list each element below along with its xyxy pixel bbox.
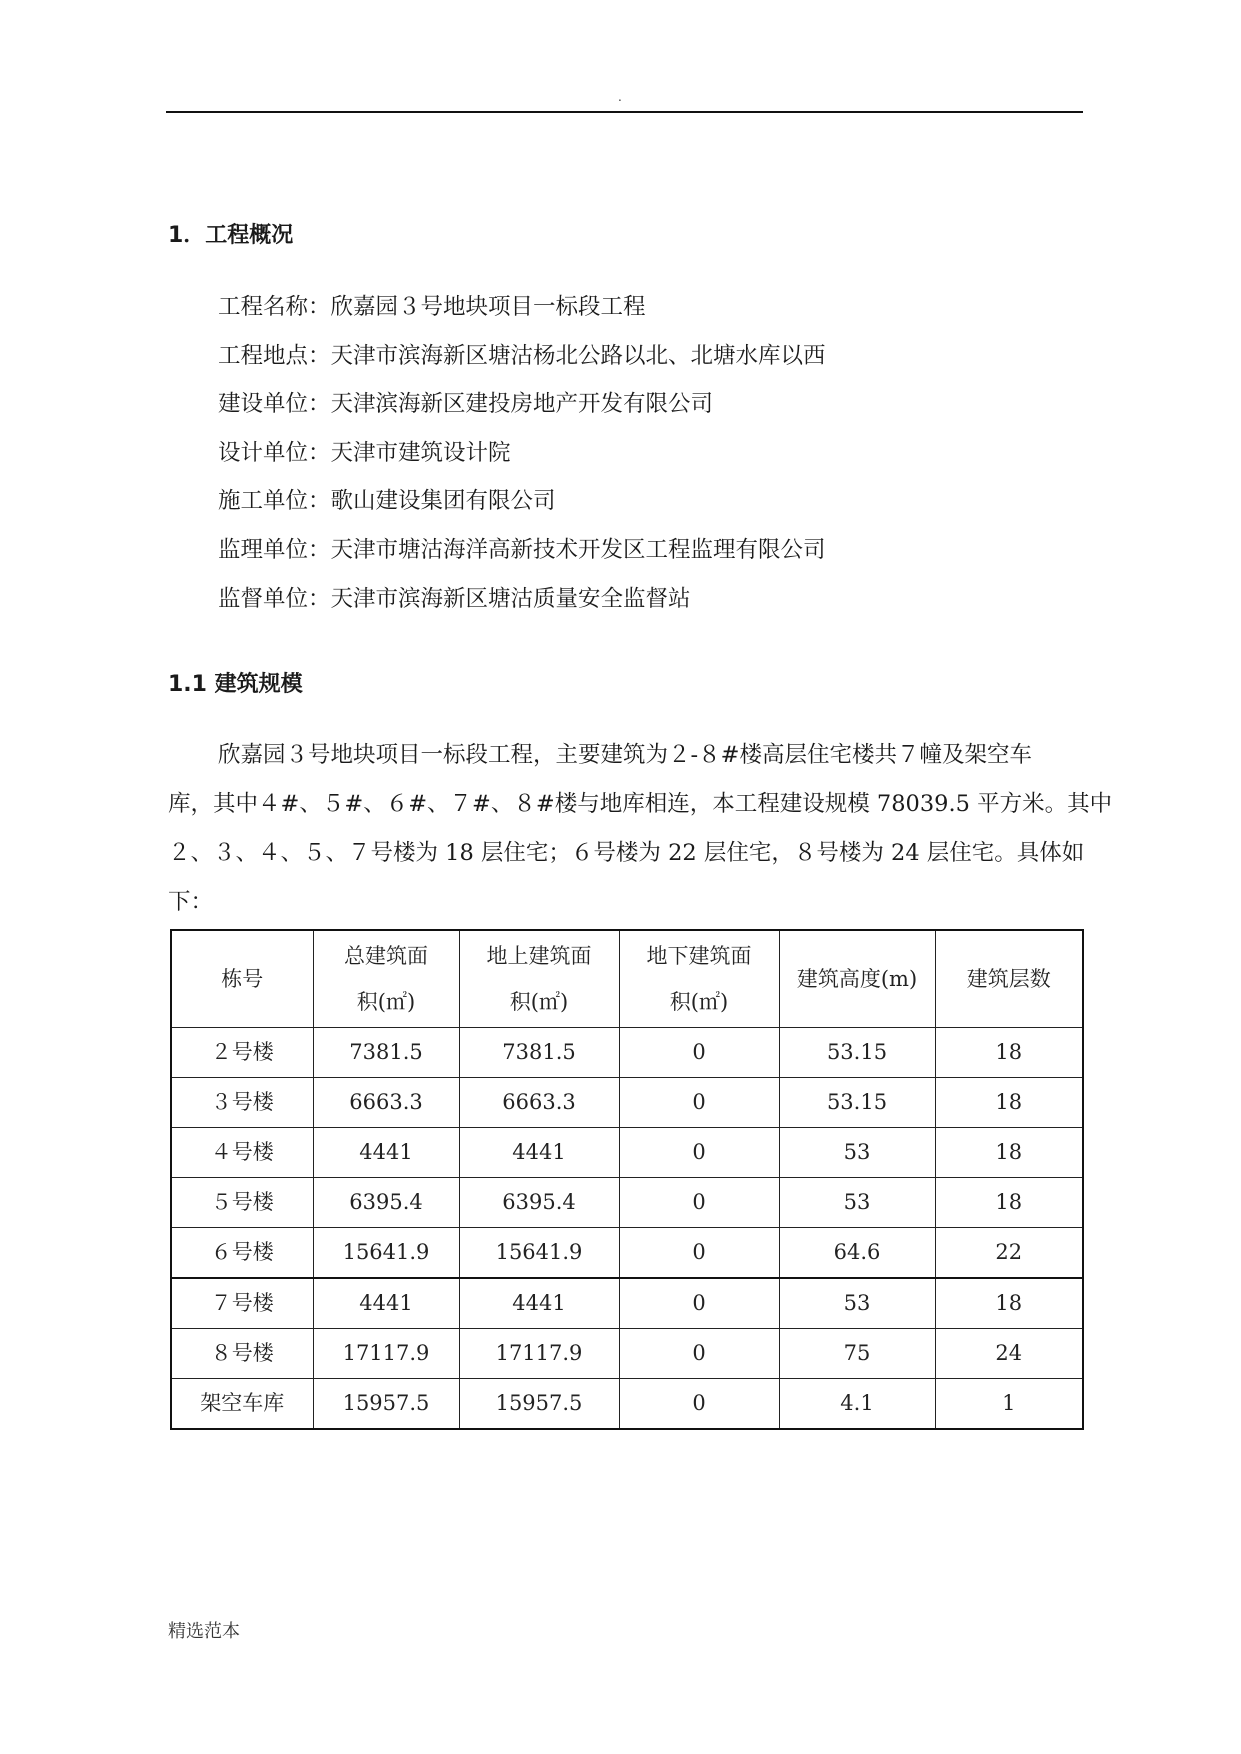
cell-under-area: 0 bbox=[619, 1278, 779, 1329]
cell-height: 64.6 bbox=[779, 1228, 935, 1279]
scale-paragraph bbox=[168, 731, 1113, 927]
paragraph-line: 欣嘉园３号地块项目一标段工程，主要建筑为２-８#楼高层住宅楼共７幢及架空车 bbox=[218, 742, 1032, 768]
cell-building: 架空车库 bbox=[171, 1379, 313, 1430]
cell-total-area: 6663.3 bbox=[313, 1078, 459, 1128]
cell-building: ７号楼 bbox=[171, 1278, 313, 1329]
cell-building: ３号楼 bbox=[171, 1078, 313, 1128]
cell-building: ５号楼 bbox=[171, 1178, 313, 1228]
cell-above-area: 6663.3 bbox=[459, 1078, 619, 1128]
cell-total-area: 4441 bbox=[313, 1278, 459, 1329]
paragraph-line: 库，其中４#、５#、６#、７#、８#楼与地库相连，本工程建设规模 78039.5 平方米。其中 bbox=[168, 791, 1113, 817]
cell-total-area: 15641.9 bbox=[313, 1228, 459, 1279]
cell-floors: 22 bbox=[935, 1228, 1083, 1279]
cell-floors: 24 bbox=[935, 1329, 1083, 1379]
cell-total-area: 7381.5 bbox=[313, 1028, 459, 1078]
cell-total-area: 15957.5 bbox=[313, 1379, 459, 1430]
cell-under-area: 0 bbox=[619, 1228, 779, 1279]
section-title-scale: 1.1 建筑规模 bbox=[168, 672, 303, 697]
header-height: 建筑高度(m) bbox=[779, 930, 935, 1028]
header-underground-area: 地下建筑面 积(㎡) bbox=[619, 930, 779, 1028]
section-title-overview: 1．工程概况 bbox=[168, 223, 294, 248]
table-row bbox=[171, 1379, 1083, 1430]
table-row bbox=[171, 1078, 1083, 1128]
table-row bbox=[171, 1329, 1083, 1379]
cell-floors: 18 bbox=[935, 1028, 1083, 1078]
cell-building: ６号楼 bbox=[171, 1228, 313, 1279]
cell-building: ８号楼 bbox=[171, 1329, 313, 1379]
cell-above-area: 17117.9 bbox=[459, 1329, 619, 1379]
info-project-location: 工程地点：天津市滨海新区塘沽杨北公路以北、北塘水库以西 bbox=[218, 342, 826, 369]
cell-under-area: 0 bbox=[619, 1379, 779, 1430]
cell-under-area: 0 bbox=[619, 1329, 779, 1379]
cell-floors: 18 bbox=[935, 1078, 1083, 1128]
info-construction-unit: 建设单位：天津滨海新区建投房地产开发有限公司 bbox=[218, 391, 714, 418]
cell-under-area: 0 bbox=[619, 1078, 779, 1128]
cell-building: ４号楼 bbox=[171, 1128, 313, 1178]
cell-under-area: 0 bbox=[619, 1128, 779, 1178]
header-above-ground-area: 地上建筑面 积(㎡) bbox=[459, 930, 619, 1028]
header-rule bbox=[166, 111, 1083, 113]
header-building-no: 栋号 bbox=[171, 930, 313, 1028]
table-header-row bbox=[171, 930, 1083, 1028]
cell-floors: 18 bbox=[935, 1178, 1083, 1228]
project-info-list bbox=[218, 283, 826, 623]
table-row bbox=[171, 1178, 1083, 1228]
paragraph-line: 下： bbox=[168, 889, 214, 915]
cell-above-area: 15957.5 bbox=[459, 1379, 619, 1430]
cell-total-area: 4441 bbox=[313, 1128, 459, 1178]
cell-above-area: 4441 bbox=[459, 1278, 619, 1329]
cell-building: ２号楼 bbox=[171, 1028, 313, 1078]
footer-text: 精选范本 bbox=[168, 1621, 240, 1642]
cell-floors: 18 bbox=[935, 1278, 1083, 1329]
cell-total-area: 6395.4 bbox=[313, 1178, 459, 1228]
building-spec-table bbox=[170, 929, 1084, 1430]
table-row bbox=[171, 1278, 1083, 1329]
cell-floors: 1 bbox=[935, 1379, 1083, 1430]
header-total-area: 总建筑面 积(㎡) bbox=[313, 930, 459, 1028]
table-row bbox=[171, 1028, 1083, 1078]
header-floors: 建筑层数 bbox=[935, 930, 1083, 1028]
cell-height: 75 bbox=[779, 1329, 935, 1379]
header-mark: . bbox=[618, 90, 622, 104]
info-supervision-unit: 监理单位：天津市塘沽海洋高新技术开发区工程监理有限公司 bbox=[218, 536, 826, 563]
paragraph-line: ２、３、４、５、７号楼为 18 层住宅；６号楼为 22 层住宅，８号楼为 24 层住宅。具体如 bbox=[168, 840, 1085, 866]
cell-under-area: 0 bbox=[619, 1178, 779, 1228]
table-row bbox=[171, 1228, 1083, 1279]
cell-floors: 18 bbox=[935, 1128, 1083, 1178]
table-row bbox=[171, 1128, 1083, 1178]
cell-total-area: 17117.9 bbox=[313, 1329, 459, 1379]
cell-height: 4.1 bbox=[779, 1379, 935, 1430]
info-project-name: 工程名称：欣嘉园３号地块项目一标段工程 bbox=[218, 294, 646, 320]
info-design-unit: 设计单位：天津市建筑设计院 bbox=[218, 439, 511, 466]
cell-under-area: 0 bbox=[619, 1028, 779, 1078]
info-inspection-unit: 监督单位：天津市滨海新区塘沽质量安全监督站 bbox=[218, 585, 691, 612]
cell-above-area: 4441 bbox=[459, 1128, 619, 1178]
cell-above-area: 7381.5 bbox=[459, 1028, 619, 1078]
cell-height: 53 bbox=[779, 1128, 935, 1178]
cell-height: 53.15 bbox=[779, 1028, 935, 1078]
cell-height: 53 bbox=[779, 1178, 935, 1228]
cell-height: 53.15 bbox=[779, 1078, 935, 1128]
info-builder-unit: 施工单位：歌山建设集团有限公司 bbox=[218, 488, 556, 515]
cell-above-area: 6395.4 bbox=[459, 1178, 619, 1228]
cell-height: 53 bbox=[779, 1278, 935, 1329]
cell-above-area: 15641.9 bbox=[459, 1228, 619, 1279]
